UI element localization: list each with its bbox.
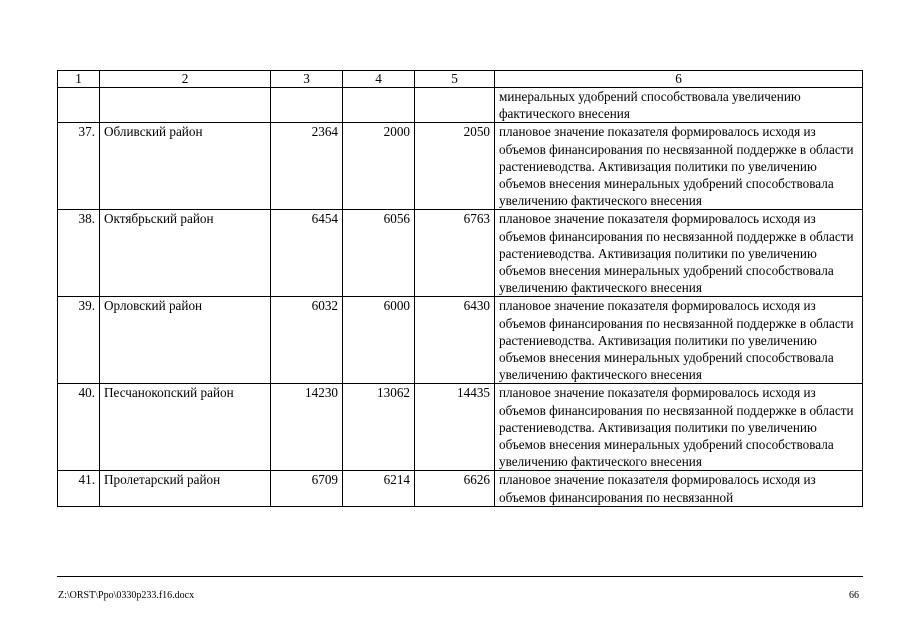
table-row	[58, 210, 863, 297]
table-viewport	[57, 70, 863, 577]
district-name: Орловский район	[100, 297, 271, 384]
value-col4: 2000	[343, 123, 415, 210]
value-col3: 14230	[271, 384, 343, 471]
column-header: 6	[495, 71, 863, 88]
value-col5: 14435	[415, 384, 495, 471]
value-col3: 6709	[271, 471, 343, 506]
district-name: Пролетарский район	[100, 471, 271, 506]
value-col3: 6454	[271, 210, 343, 297]
table-row	[58, 297, 863, 384]
value-col5: 6430	[415, 297, 495, 384]
continuation-note: минеральных удобрений способствовала увеличению фактического внесения	[495, 88, 863, 123]
district-name: Песчанокопский район	[100, 384, 271, 471]
table-row	[58, 384, 863, 471]
table-row-continuation	[58, 88, 863, 123]
value-col3: 6032	[271, 297, 343, 384]
row-number: 40.	[58, 384, 100, 471]
table-header-row	[58, 71, 863, 88]
column-header: 1	[58, 71, 100, 88]
table-row	[58, 123, 863, 210]
row-note: плановое значение показателя формировалось исходя из объемов финансирования по несвязанной	[495, 471, 863, 506]
column-header: 3	[271, 71, 343, 88]
row-note: плановое значение показателя формировалось исходя из объемов финансирования по несвязанной поддержке в области растениеводства. Активизация политики по увеличению объемов внесения минеральных удобрений способствовала увеличению фактического внесения	[495, 297, 863, 384]
row-number: 38.	[58, 210, 100, 297]
value-col5: 6626	[415, 471, 495, 506]
column-header: 5	[415, 71, 495, 88]
row-note: плановое значение показателя формировалось исходя из объемов финансирования по несвязанной поддержке в области растениеводства. Активизация политики по увеличению объемов внесения минеральных удобрений способствовала увеличению фактического внесения	[495, 384, 863, 471]
value-col5: 2050	[415, 123, 495, 210]
data-table	[57, 70, 863, 507]
footer-file-path: Z:\ORST\Ppo\0330p233.f16.docx	[58, 590, 195, 601]
value-col4: 6000	[343, 297, 415, 384]
value-col4: 6214	[343, 471, 415, 506]
column-header: 2	[100, 71, 271, 88]
row-number: 41.	[58, 471, 100, 506]
value-col5: 6763	[415, 210, 495, 297]
row-number: 39.	[58, 297, 100, 384]
value-col3: 2364	[271, 123, 343, 210]
district-name: Обливский район	[100, 123, 271, 210]
column-header: 4	[343, 71, 415, 88]
table-row	[58, 471, 863, 506]
table-bottom-border	[57, 576, 863, 577]
district-name: Октябрьский район	[100, 210, 271, 297]
value-col4: 6056	[343, 210, 415, 297]
value-col4: 13062	[343, 384, 415, 471]
row-note: плановое значение показателя формировалось исходя из объемов финансирования по несвязанной поддержке в области растениеводства. Активизация политики по увеличению объемов внесения минеральных удобрений способствовала увеличению фактического внесения	[495, 210, 863, 297]
footer-page-number: 66	[849, 590, 859, 601]
row-note: плановое значение показателя формировалось исходя из объемов финансирования по несвязанной поддержке в области растениеводства. Активизация политики по увеличению объемов внесения минеральных удобрений способствовала увеличению фактического внесения	[495, 123, 863, 210]
row-number: 37.	[58, 123, 100, 210]
